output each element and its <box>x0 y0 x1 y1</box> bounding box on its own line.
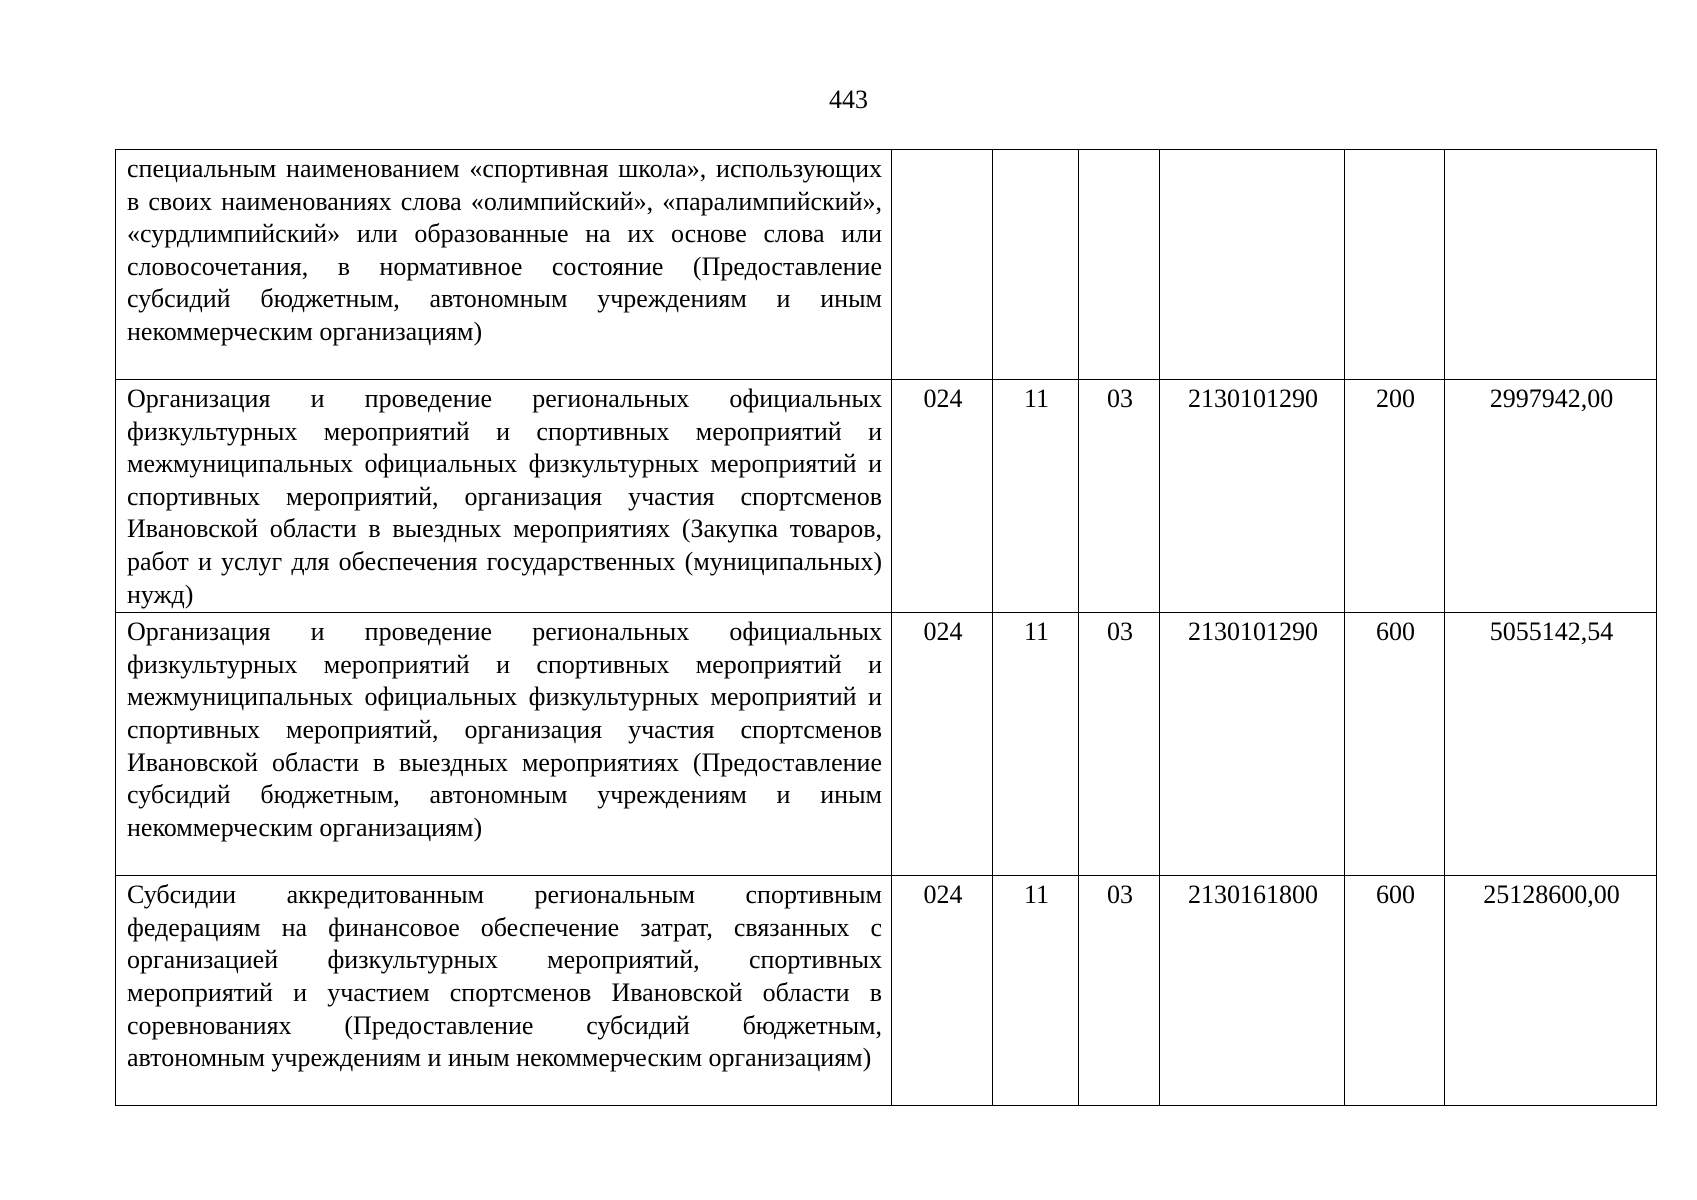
amount: 25128600,00 <box>1445 876 1657 1106</box>
amount: 5055142,54 <box>1445 613 1657 876</box>
target-article-code: 2130101290 <box>1160 380 1345 613</box>
ministry-code: 024 <box>892 876 993 1106</box>
amount: 2997942,00 <box>1445 380 1657 613</box>
target-article-code: 2130161800 <box>1160 876 1345 1106</box>
section-code <box>993 150 1079 380</box>
table-row <box>116 380 1657 613</box>
expense-description: Субсидии аккредитованным региональным спортивным федерациям на финансовое обеспечение затрат, связанных с организацией физкультурных мероприятий, спортивных мероприятий и участием спортсменов Ивановской области в соревнованиях (Предоставление субсидий бюджетным, автономным учреждениям и иным некоммерческим организациям) <box>116 876 892 1106</box>
ministry-code: 024 <box>892 380 993 613</box>
expense-type-code: 600 <box>1345 876 1445 1106</box>
expense-description: Организация и проведение региональных официальных физкультурных мероприятий и спортивных мероприятий и межмуниципальных официальных физкультурных мероприятий и спортивных мероприятий, организация участия спортсменов Ивановской области в выездных мероприятиях (Закупка товаров, работ и услуг для обеспечения государственных (муниципальных) нужд) <box>116 380 892 613</box>
target-article-code: 2130101290 <box>1160 613 1345 876</box>
subsection-code: 03 <box>1079 380 1160 613</box>
expense-description: Организация и проведение региональных официальных физкультурных мероприятий и спортивных мероприятий и межмуниципальных официальных физкультурных мероприятий и спортивных мероприятий, организация участия спортсменов Ивановской области в выездных мероприятиях (Предоставление субсидий бюджетным, автономным учреждениям и иным некоммерческим организациям) <box>116 613 892 876</box>
table-row <box>116 876 1657 1106</box>
subsection-code: 03 <box>1079 876 1160 1106</box>
page-number: 443 <box>829 85 868 114</box>
subsection-code: 03 <box>1079 613 1160 876</box>
target-article-code <box>1160 150 1345 380</box>
section-code: 11 <box>993 876 1079 1106</box>
subsection-code <box>1079 150 1160 380</box>
table-row <box>116 150 1657 380</box>
expense-description: специальным наименованием «спортивная школа», использующих в своих наименованиях слова «олимпийский», «паралимпийский», «сурдлимпийский» или образованные на их основе слова или словосочетания, в нормативное состояние (Предоставление субсидий бюджетным, автономным учреждениям и иным некоммерческим организациям) <box>116 150 892 380</box>
section-code: 11 <box>993 380 1079 613</box>
expense-type-code: 200 <box>1345 380 1445 613</box>
budget-table <box>115 149 1657 1106</box>
amount <box>1445 150 1657 380</box>
table-row <box>116 613 1657 876</box>
ministry-code: 024 <box>892 613 993 876</box>
section-code: 11 <box>993 613 1079 876</box>
expense-type-code <box>1345 150 1445 380</box>
ministry-code <box>892 150 993 380</box>
expense-type-code: 600 <box>1345 613 1445 876</box>
